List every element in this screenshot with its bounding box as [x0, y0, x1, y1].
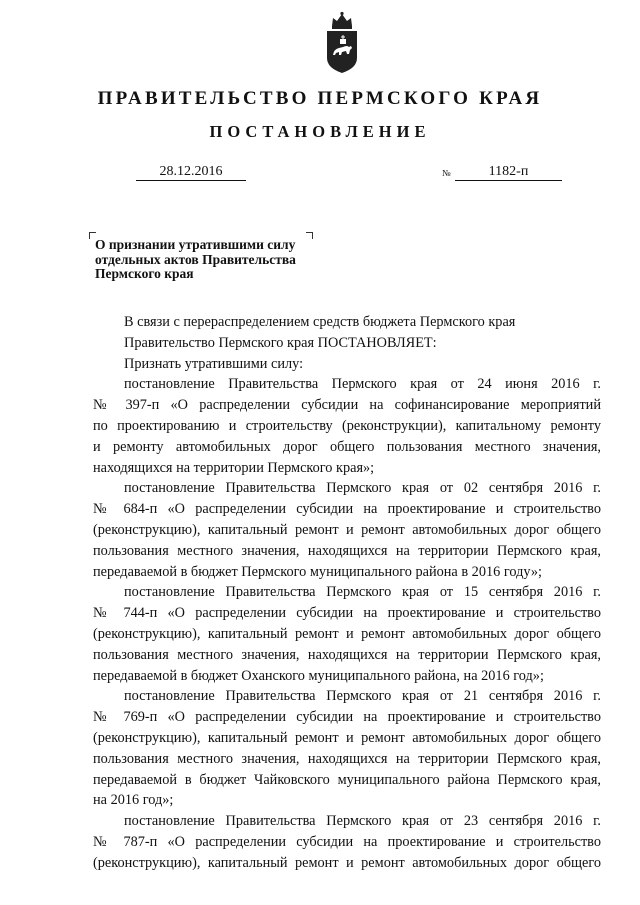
document-type: ПОСТАНОВЛЕНИЕ: [209, 122, 431, 141]
body-line: № 397-п «О распределении субсидии на софинансирование мероприятий: [93, 397, 601, 414]
body-line: постановление Правительства Пермского края от 24 июня 2016 г.: [124, 376, 601, 393]
body-line: постановление Правительства Пермского края от 23 сентября 2016 г.: [124, 813, 601, 830]
body-line: по проектированию и строительству (реконструкции), капитальному ремонту: [93, 417, 601, 434]
body-line: находящихся на территории Пермского края»;: [93, 459, 375, 476]
subject-line: отдельных актов Правительства: [95, 251, 296, 267]
body-line: № 787-п «О распределении субсидии на проектирование и строительство: [93, 833, 601, 850]
body-line: № 684-п «О распределении субсидии на проектирование и строительство: [93, 501, 601, 518]
body-line: пользования местного значения, находящихся на территории Пермского края,: [93, 646, 601, 663]
body-line: (реконструкцию), капитальный ремонт и ремонт автомобильных дорог общего: [93, 729, 601, 746]
body-line: постановление Правительства Пермского края от 15 сентября 2016 г.: [124, 584, 601, 601]
body-line: (реконструкцию), капитальный ремонт и ремонт автомобильных дорог общего: [93, 625, 601, 642]
body-line: передаваемой в бюджет Чайковского муниципального района Пермского края,: [93, 771, 601, 788]
body-line: (реконструкцию), капитальный ремонт и ремонт автомобильных дорог общего: [93, 521, 601, 538]
body-line: пользования местного значения, находящихся на территории Пермского края,: [93, 750, 601, 767]
document-date: 28.12.2016: [136, 164, 246, 181]
number-sign: №: [442, 168, 451, 178]
subject-line: О признании утратившими силу: [95, 237, 296, 252]
perm-krai-coat-of-arms-icon: [324, 10, 360, 74]
body-line: Правительство Пермского края ПОСТАНОВЛЯЕТ:: [124, 334, 437, 351]
body-line: № 744-п «О распределении субсидии на проектирование и строительство: [93, 605, 601, 622]
government-title: ПРАВИТЕЛЬСТВО ПЕРМСКОГО КРАЯ: [97, 88, 543, 109]
body-line: на 2016 год»;: [93, 792, 174, 809]
body-line: постановление Правительства Пермского края от 02 сентября 2016 г.: [124, 480, 601, 497]
document-body: [93, 312, 601, 874]
document-subject: [95, 238, 355, 282]
body-line: постановление Правительства Пермского края от 21 сентября 2016 г.: [124, 688, 601, 705]
body-line: и ремонту автомобильных дорог общего пользования местного значения,: [93, 438, 601, 455]
subject-line: Пермского края: [95, 266, 194, 281]
document-number: 1182-п: [455, 164, 562, 181]
body-line: пользования местного значения, находящихся на территории Пермского края,: [93, 542, 601, 559]
body-line: Признать утратившими силу:: [124, 355, 304, 372]
body-line: передаваемой в бюджет Пермского муниципального района в 2016 году»;: [93, 563, 542, 580]
body-line: № 769-п «О распределении субсидии на проектирование и строительство: [93, 709, 601, 726]
body-line: (реконструкцию), капитальный ремонт и ремонт автомобильных дорог общего: [93, 854, 601, 871]
body-line: В связи с перераспределением средств бюджета Пермского края: [124, 314, 516, 330]
body-line: передаваемой в бюджет Оханского муниципального района, на 2016 год»;: [93, 667, 544, 684]
